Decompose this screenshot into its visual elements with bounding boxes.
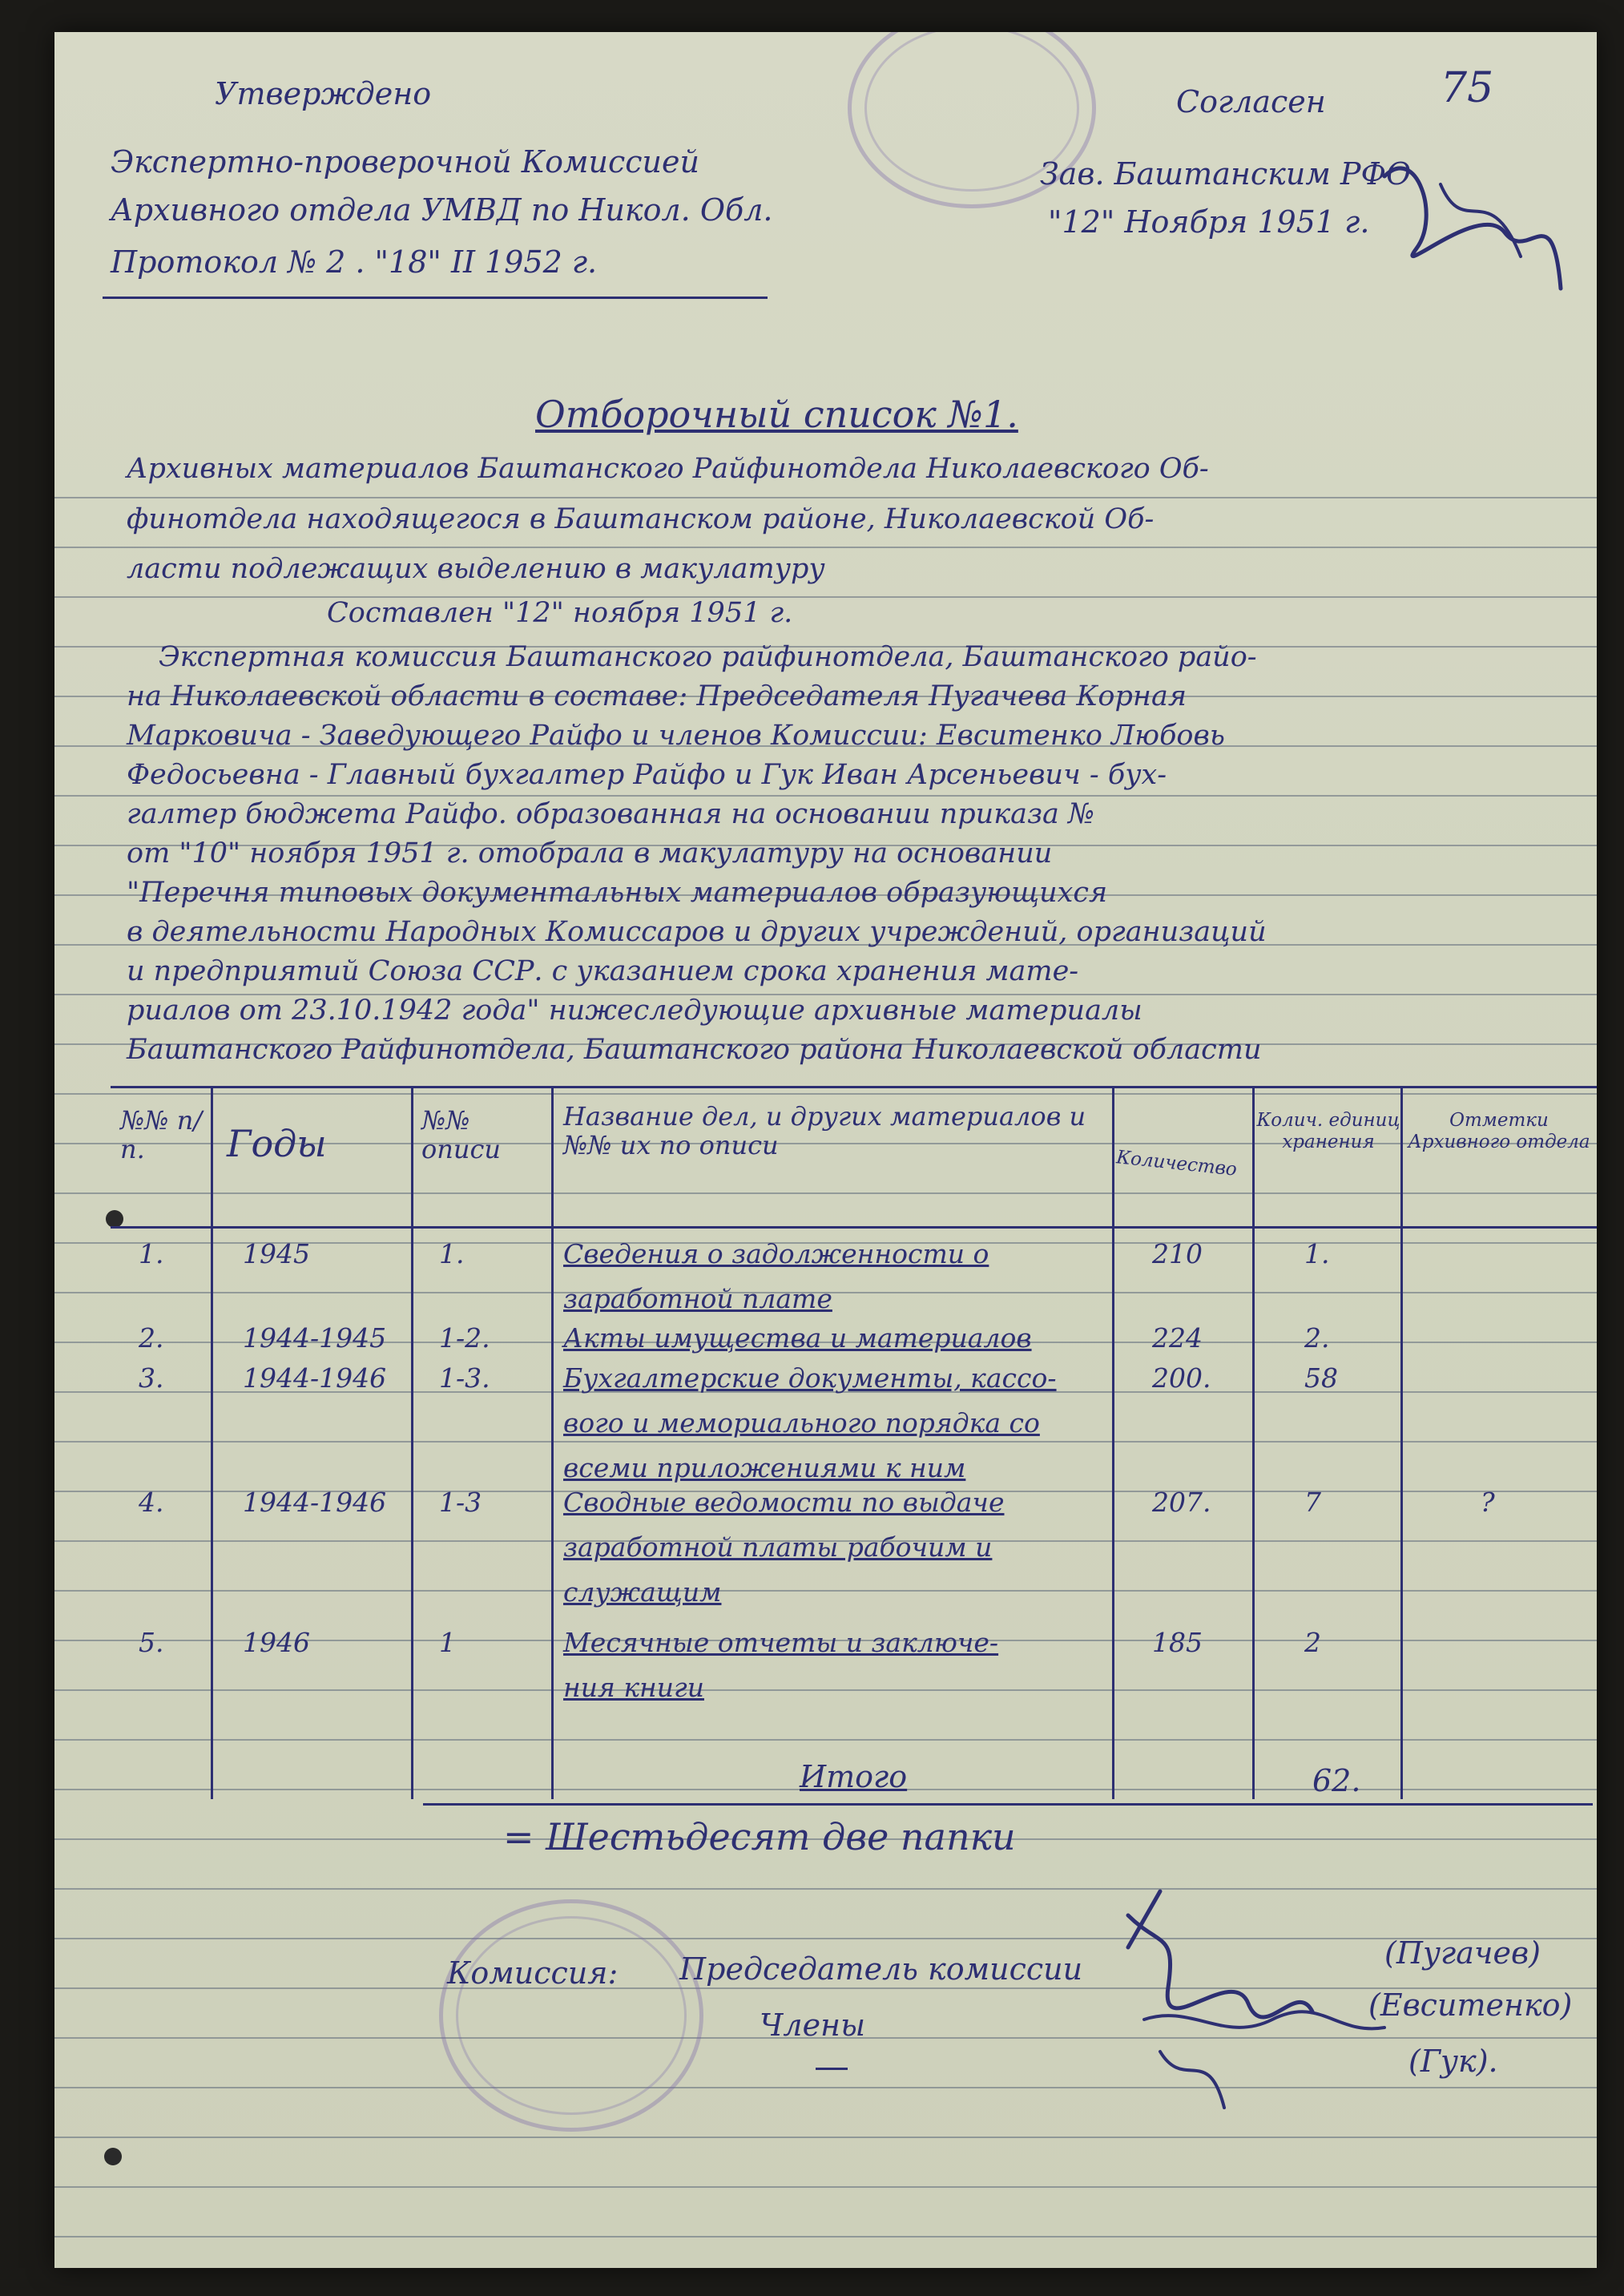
header-units: Колич. единиц хранения: [1256, 1110, 1400, 1152]
cell-name-line: вого и мемориального порядка со: [563, 1407, 1040, 1439]
cell-years: 1946: [243, 1627, 310, 1658]
members-label: Члены: [760, 2007, 866, 2043]
cell-years: 1944-1945: [243, 1322, 387, 1354]
body-line: от "10" ноября 1951 г. отобрала в макулатуру на основании: [127, 837, 1053, 870]
cell-units: 2.: [1304, 1322, 1330, 1354]
cell-name-line: Сводные ведомости по выдаче: [563, 1487, 1005, 1518]
chairman-label: Председатель комиссии: [679, 1951, 1083, 1987]
cell-opis: 1-2.: [439, 1322, 490, 1354]
header-years: Годы: [227, 1122, 327, 1165]
header-pages: Количество: [1115, 1147, 1239, 1180]
cell-name-line: всеми приложениями к ним: [563, 1452, 966, 1483]
body-line: Федосьевна - Главный бухгалтер Райфо и Гук Иван Арсеньевич - бух-: [127, 759, 1167, 791]
members-dash: [816, 2068, 848, 2070]
body-line: в деятельности Народных Комиссаров и других учреждений, организаций: [127, 916, 1267, 948]
total-label: Итого: [800, 1759, 908, 1794]
cell-units: 2: [1304, 1627, 1321, 1658]
cell-units: 1.: [1304, 1238, 1330, 1269]
cell-name-line: заработной плате: [563, 1283, 832, 1314]
cell-pages: 210: [1152, 1238, 1203, 1269]
cell-name-line: ния книги: [563, 1672, 704, 1703]
col-divider-4: [1112, 1086, 1114, 1799]
body-line: риалов от 23.10.1942 года" нижеследующие архивные материалы: [127, 995, 1142, 1027]
ruled-line: [54, 795, 1597, 797]
cell-years: 1945: [243, 1238, 310, 1269]
cell-pages: 200.: [1152, 1362, 1211, 1394]
cell-name-line: Месячные отчеты и заключе-: [563, 1627, 999, 1658]
cell-name-line: служащим: [563, 1576, 722, 1608]
document-title: Отборочный список №1.: [535, 393, 1018, 436]
header-name: Название дел, и других материалов и №№ их по описи: [563, 1101, 1086, 1160]
round-stamp-bottom: [439, 1899, 703, 2132]
cell-name-line: Акты имущества и материалов: [563, 1322, 1032, 1354]
ruled-line: [54, 497, 1597, 498]
col-divider-6: [1400, 1086, 1403, 1799]
body-line: галтер бюджета Райфо. образованная на основании приказа №: [127, 798, 1095, 830]
col-divider-2: [411, 1086, 413, 1799]
cell-opis: 1-3: [439, 1487, 482, 1518]
ruled-line: [54, 2236, 1597, 2237]
punch-hole-bottom: [104, 2148, 122, 2165]
signature-name-1: (Пугачев): [1384, 1935, 1541, 1971]
body-line: и предприятий Союза ССР. с указанием срока хранения мате-: [127, 955, 1079, 987]
ruled-line: [54, 1441, 1597, 1443]
col-divider-3: [551, 1086, 554, 1799]
cell-name-line: Бухгалтерские документы, кассо-: [563, 1362, 1057, 1394]
table-top-border: [111, 1086, 1597, 1088]
cell-name-line: заработной платы рабочим и: [563, 1531, 993, 1563]
approval-line-4: Протокол № 2 . "18" II 1952 г.: [111, 244, 598, 280]
cell-num: 3.: [139, 1362, 164, 1394]
header-num: №№ п/п.: [120, 1105, 203, 1164]
cell-pages: 207.: [1152, 1487, 1211, 1518]
agreed-line-1: Согласен: [1176, 84, 1326, 119]
cell-pages: 185: [1152, 1627, 1203, 1658]
body-line: Баштанского Райфинотдела, Баштанского района Николаевской области: [127, 1034, 1262, 1066]
ruled-line: [54, 547, 1597, 548]
subtitle-line-2: финотдела находящегося в Баштанском районе, Николаевской Об-: [127, 503, 1155, 535]
cell-pages: 224: [1152, 1322, 1203, 1354]
cell-units: 7: [1304, 1487, 1321, 1518]
cell-opis: 1.: [439, 1238, 465, 1269]
commission-label: Комиссия:: [447, 1955, 619, 1991]
cell-num: 1.: [139, 1238, 164, 1269]
approval-line-2: Экспертно-проверочной Комиссией: [111, 144, 699, 180]
body-line: Экспертная комиссия Баштанского райфинотдела, Баштанского райо-: [159, 641, 1257, 673]
body-line: "Перечня типовых документальных материалов образующихся: [127, 877, 1108, 909]
ruled-line: [54, 1093, 1597, 1095]
compiled-date: Составлен "12" ноября 1951 г.: [327, 597, 793, 629]
cell-years: 1944-1946: [243, 1362, 387, 1394]
cell-units: 58: [1304, 1362, 1338, 1394]
ruled-line: [54, 2186, 1597, 2188]
col-divider-5: [1252, 1086, 1255, 1799]
ruled-line: [54, 1689, 1597, 1691]
subtitle-line-1: Архивных материалов Баштанского Райфинотдела Николаевского Об-: [127, 453, 1209, 485]
cell-opis: 1: [439, 1627, 456, 1658]
cell-years: 1944-1946: [243, 1487, 387, 1518]
agreed-signature: [1368, 128, 1577, 305]
ruled-line: [54, 596, 1597, 598]
ruled-line: [54, 1590, 1597, 1592]
body-line: Марковича - Заведующего Райфо и членов Комиссии: Евситенко Любовь: [127, 720, 1225, 752]
cell-name-line: Сведения о задолженности о: [563, 1238, 989, 1269]
ruled-line: [54, 1739, 1597, 1741]
cell-opis: 1-3.: [439, 1362, 490, 1394]
total-value: 62.: [1312, 1763, 1361, 1798]
cell-notes: ?: [1481, 1487, 1495, 1518]
subtitle-line-3: ласти подлежащих выделению в макулатуру: [127, 553, 825, 585]
cell-num: 2.: [139, 1322, 164, 1354]
total-underline: [423, 1803, 1593, 1806]
body-line: на Николаевской области в составе: Председателя Пугачева Корная: [127, 680, 1187, 712]
punch-hole-top: [106, 1210, 123, 1228]
agreed-line-3: "12" Ноября 1951 г.: [1048, 204, 1370, 240]
agreed-line-2: Зав. Баштанским РФО: [1040, 156, 1412, 192]
table-header-bottom: [111, 1226, 1597, 1229]
signature-name-3: (Гук).: [1408, 2044, 1498, 2079]
col-divider-1: [211, 1086, 213, 1799]
cell-num: 4.: [139, 1487, 164, 1518]
cell-num: 5.: [139, 1627, 164, 1658]
approval-underline: [103, 297, 768, 299]
ruled-line: [54, 1192, 1597, 1194]
header-opis: №№ описи: [421, 1105, 502, 1164]
document-page: [54, 32, 1597, 2268]
approval-line-3: Архивного отдела УМВД по Никол. Обл.: [111, 192, 773, 228]
page-number: 75: [1441, 64, 1494, 112]
total-in-words: = Шестьдесят две папки: [503, 1815, 1016, 1858]
header-notes: Отметки Архивного отдела: [1408, 1110, 1590, 1152]
signature-name-2: (Евситенко): [1368, 1987, 1573, 2023]
approval-line-1: Утверждено: [215, 76, 432, 111]
